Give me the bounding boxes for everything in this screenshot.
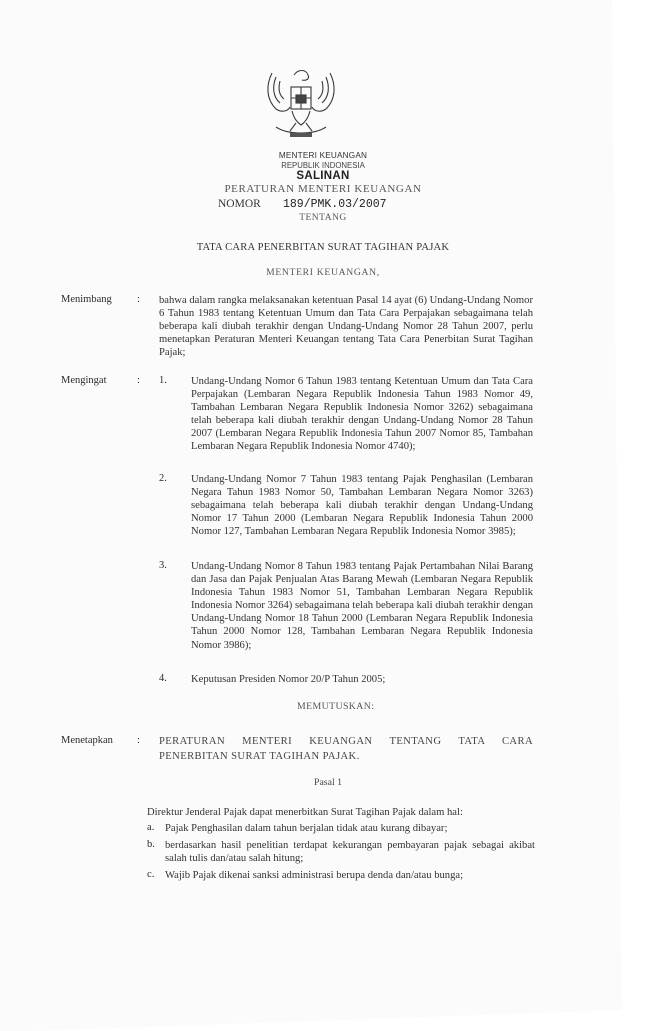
menimbang-text: bahwa dalam rangka melaksanakan ketentuan Pasal 14 ayat (6) Undang-Undang Nomor 6 Tahun 1983 tentang Ketentuan Umum dan Tata Cara Perpajakan sebagaimana telah beberapa kali diubah terakhir dengan Undang-Undang Nomor 28 Tahun 2007, perlu menetapkan Peraturan Menteri Keuangan tentang Tata Cara Penerbitan Surat Tagihan Pajak; <box>159 295 533 359</box>
garuda-emblem-icon <box>262 65 340 141</box>
ministry-line-2: REPUBLIK INDONESIA <box>281 161 365 170</box>
mengingat-item-2-number: 2. <box>159 473 167 484</box>
pasal-1-item-c-text: Wajib Pajak dikenai sanksi administrasi berupa denda dan/atau bunga; <box>165 870 464 881</box>
pasal-1-item-a-letter: a. <box>147 822 155 833</box>
menetapkan-label: Menetapkan <box>61 735 113 746</box>
pasal-1-item-b-text: berdasarkan hasil penelitian terdapat kekurangan pembayaran pajak sebagai akibat salah tulis dan/atau salah hitung; <box>165 840 535 865</box>
pasal-1-item-c-letter: c. <box>147 869 155 880</box>
menimbang-label: Menimbang <box>61 294 112 305</box>
pasal-1-intro: Direktur Jenderal Pajak dapat menerbitkan Surat Tagihan Pajak dalam hal: <box>147 807 463 818</box>
mengingat-item-3-number: 3. <box>159 560 167 571</box>
mengingat-label: Mengingat <box>61 375 107 386</box>
mengingat-item-4-number: 4. <box>159 673 167 684</box>
tentang-label: TENTANG <box>299 213 347 223</box>
mengingat-item-4-text: Keputusan Presiden Nomor 20/P Tahun 2005; <box>191 674 386 685</box>
mengingat-item-1-text: Undang-Undang Nomor 6 Tahun 1983 tentang Ketentuan Umum dan Tata Cara Perpajakan (Lembaran Negara Republik Indonesia Tahun 1983 Nomor 49, Tambahan Lembaran Negara Republik Indonesia Nomor 3262) sebagaimana telah beberapa kali diubah terakhir dengan Undang-Undang Nomor 28 Tahun 2007 (Lembaran Negara Republik Indonesia Tahun 2007 Nomor 85, Tambahan Lembaran Negara Republik Indonesia Nomor 4740); <box>191 376 533 453</box>
menetapkan-colon: : <box>137 735 140 746</box>
regulation-title: PERATURAN MENTERI KEUANGAN <box>224 183 422 195</box>
regulation-number: 189/PMK.03/2007 <box>283 198 387 211</box>
memutuskan-heading: MEMUTUSKAN: <box>297 701 375 712</box>
salinan-stamp: SALINAN <box>296 170 350 182</box>
mengingat-item-1-number: 1. <box>159 375 167 386</box>
pasal-1-heading: Pasal 1 <box>314 777 343 788</box>
menimbang-colon: : <box>137 294 140 305</box>
number-label: NOMOR <box>218 198 261 210</box>
ministry-line-1: MENTERI KEUANGAN <box>278 151 368 160</box>
mengingat-item-2-text: Undang-Undang Nomor 7 Tahun 1983 tentang Pajak Penghasilan (Lembaran Negara Tahun 1983 Nomor 50, Tambahan Lembaran Negara Nomor 3263) sebagaimana telah beberapa kali diubah terakhir dengan Undang-Undang Nomor 17 Tahun 2000 (Lembaran Negara Republik Indonesia Tahun 2000 Nomor 127, Tambahan Lembaran Negara Republik Indonesia Nomor 3985); <box>191 474 533 538</box>
menetapkan-text: PERATURAN MENTERI KEUANGAN TENTANG TATA CARA PENERBITAN SURAT TAGIHAN PAJAK. <box>159 736 533 762</box>
regulation-subject: TATA CARA PENERBITAN SURAT TAGIHAN PAJAK <box>196 242 450 253</box>
issuer-line: MENTERI KEUANGAN, <box>266 267 380 278</box>
mengingat-colon: : <box>137 375 140 386</box>
pasal-1-item-b-letter: b. <box>147 839 155 850</box>
pasal-1-item-a-text: Pajak Penghasilan dalam tahun berjalan tidak atau kurang dibayar; <box>165 823 448 834</box>
mengingat-item-3-text: Undang-Undang Nomor 8 Tahun 1983 tentang Pajak Pertambahan Nilai Barang dan Jasa dan Pajak Penjualan Atas Barang Mewah (Lembaran Negara Republik Indonesia Tahun 1983 Nomor 51, Tambahan Lembaran Negara Republik Indonesia Nomor 3264) sebagaimana telah beberapa kali diubah terakhir dengan Undang-Undang Nomor 18 Tahun 2000 (Lembaran Negara Republik Indonesia Tahun 2000 Nomor 128, Tambahan Lembaran Negara Republik Indonesia Nomor 3986); <box>191 561 533 651</box>
